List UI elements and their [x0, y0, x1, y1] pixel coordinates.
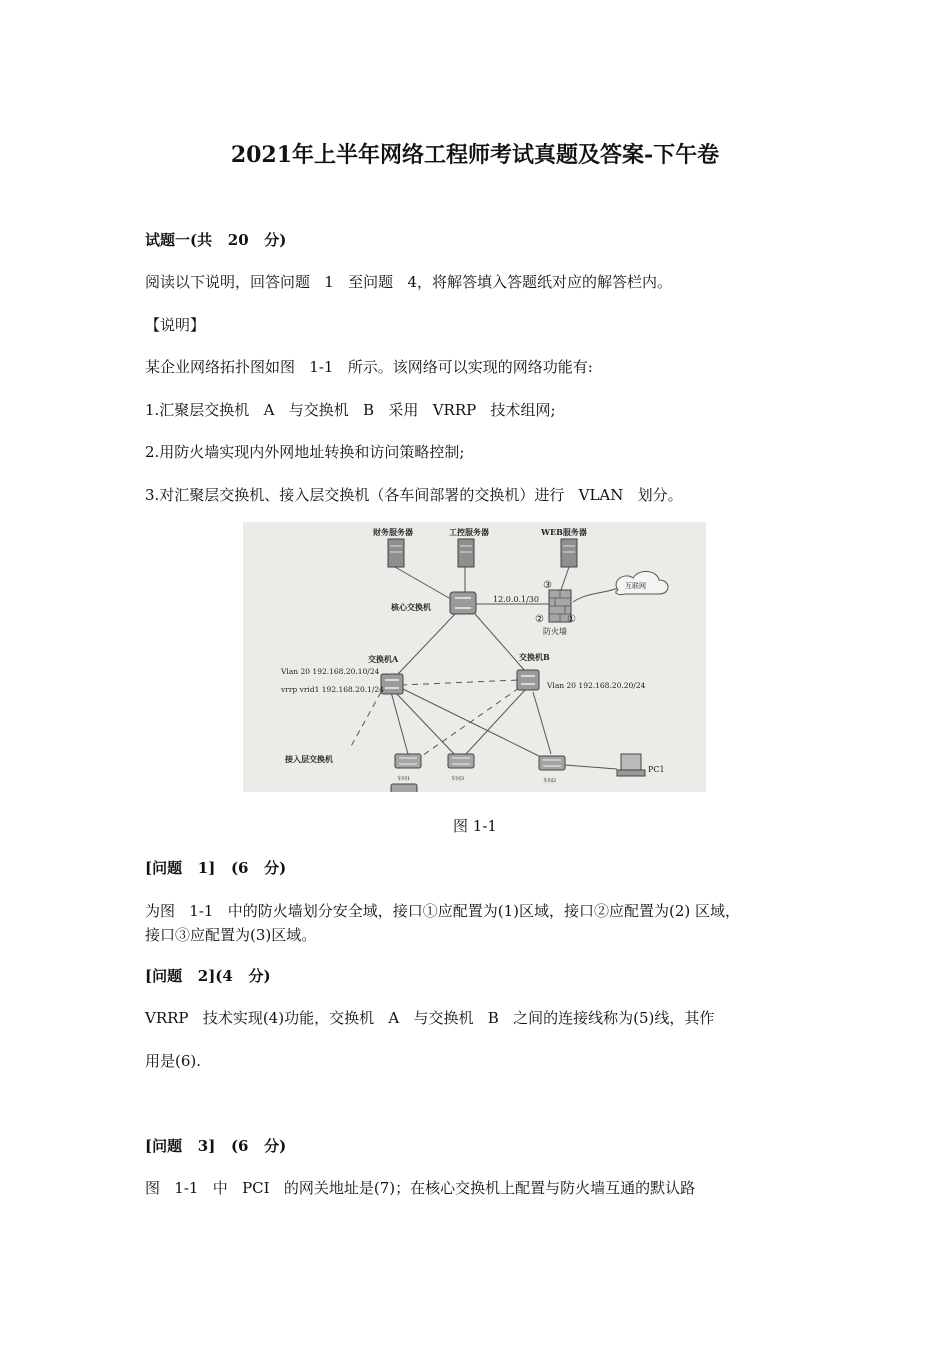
label-switch-a: 交换机A: [368, 654, 399, 664]
label-pc: PC1: [648, 765, 665, 774]
figure-caption: 图 1-1: [453, 817, 497, 835]
list-item-2: 2.用防火墙实现内外网地址转换和访问策略控制;: [145, 443, 465, 461]
problem-3-text-line1: 图 1-1 中 PCI 的网关地址是(7)；在核心交换机上配置与防火墙互通的默认路: [145, 1179, 696, 1197]
link-web-firewall: [561, 567, 569, 590]
switch-a-icon: [381, 674, 403, 694]
label-vrrp-a: vrrp vrid1 192.168.20.1/24: [281, 685, 384, 694]
label-vlan-b: Vlan 20 192.168.20.20/24: [547, 681, 646, 690]
problem-3-heading: [问题 3] (6 分): [145, 1137, 287, 1155]
topology-diagram: [243, 522, 706, 792]
label-finance-server: 财务服务器: [373, 527, 413, 537]
link-core-switch-b: [475, 614, 526, 672]
question-1-heading: 试题一(共 20 分): [145, 231, 287, 249]
link-a-ws3: [395, 692, 455, 755]
page-title: 2021年上半年网络工程师考试真题及答案-下午卷: [230, 142, 720, 168]
link-firewall-internet: [573, 588, 618, 602]
label-firewall-ip: 12.0.0.1/30: [493, 595, 539, 604]
pc-icon: [617, 754, 645, 776]
problem-1-text-line2: 接口③应配置为(3)区域。: [145, 926, 317, 944]
heartbeat-line: [401, 680, 519, 685]
server-icon-web: [561, 539, 577, 567]
label-internet: 互联网: [625, 582, 646, 590]
label-ws3: 车间3: [451, 776, 465, 782]
link-b-ws4: [533, 692, 551, 754]
label-switch-b: 交换机B: [519, 652, 550, 662]
problem-2-text-line2: 用是(6).: [145, 1052, 202, 1070]
link-finance-core: [395, 567, 456, 602]
dashed-a-access: [349, 692, 381, 750]
list-item-1: 1.汇聚层交换机 A 与交换机 B 采用 VRRP 技术组网;: [145, 401, 556, 419]
switch-b-icon: [517, 670, 539, 690]
label-ws2: 车间2: [543, 778, 557, 784]
access-switch-icon-4: [539, 756, 565, 770]
network-topology-figure: [243, 522, 706, 792]
problem-1-text-line1: 为图 1-1 中的防火墙划分安全域，接口①应配置为(1)区域，接口②应配置为(2) 区域，: [145, 902, 741, 920]
interface-3-label: ③: [543, 580, 552, 591]
label-ws1: 车间1: [397, 776, 411, 782]
label-vlan-a: Vlan 20 192.168.20.10/24: [281, 667, 380, 676]
intro-paragraph: 阅读以下说明，回答问题 1 至问题 4，将解答填入答题纸对应的解答栏内。: [145, 273, 673, 291]
label-web-server: WEB服务器: [541, 527, 587, 537]
label-firewall: 防火墙: [543, 627, 567, 636]
link-b-ws3: [465, 690, 525, 755]
link-core-switch-a: [398, 614, 455, 674]
access-switch-icon-1: [395, 754, 421, 768]
label-access-switch: 接入层交换机: [285, 754, 333, 764]
core-switch-icon: [450, 592, 476, 614]
interface-2-label: ②: [535, 614, 544, 625]
dashed-b-ws1: [419, 688, 519, 758]
access-switch-icon-2: [391, 784, 417, 792]
link-ws4-pc: [565, 765, 617, 769]
problem-2-text-line1: VRRP 技术实现(4)功能，交换机 A 与交换机 B 之间的连接线称为(5)线，其作: [145, 1009, 715, 1027]
list-item-3: 3.对汇聚层交换机、接入层交换机（各车间部署的交换机）进行 VLAN 划分。: [145, 486, 683, 504]
label-core-switch: 核心交换机: [391, 602, 431, 612]
interface-1-label: ①: [567, 614, 576, 625]
description-paragraph: 某企业网络拓扑图如图 1-1 所示。该网络可以实现的网络功能有:: [145, 358, 593, 376]
problem-1-heading: [问题 1] (6 分): [145, 859, 287, 877]
problem-2-heading: [问题 2](4 分): [145, 967, 271, 985]
label-control-server: 工控服务器: [449, 527, 489, 537]
access-switch-icon-3: [448, 754, 474, 768]
link-a-ws1: [391, 692, 408, 754]
server-icon-control: [458, 539, 474, 567]
note-heading: 【说明】: [145, 316, 206, 334]
server-icon-finance: [388, 539, 404, 567]
